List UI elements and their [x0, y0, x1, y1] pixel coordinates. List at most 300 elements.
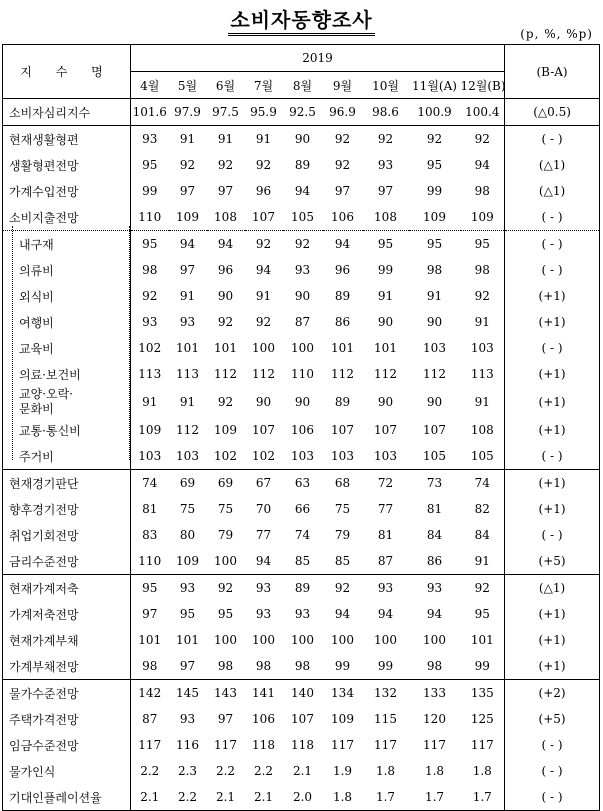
table-row [3, 178, 600, 204]
value-cell: 110 [291, 367, 314, 381]
row-label: 물가수준전망 [3, 680, 131, 707]
row-label-line: 교양·오락· [19, 387, 73, 401]
table-row [3, 335, 600, 361]
value-cell: 96 [217, 263, 234, 277]
value-cell: 92 [217, 395, 234, 409]
value-cell: 90 [377, 315, 394, 329]
value-cell: 109 [470, 210, 494, 224]
value-cell: 90 [294, 395, 311, 409]
value-cell: 117 [374, 738, 397, 752]
change-cell: ( - ) [505, 335, 600, 361]
value-cell: 103 [331, 449, 354, 463]
value-cell: 140 [283, 680, 323, 707]
value-cell: 91 [245, 126, 283, 153]
value-cell: 89 [334, 289, 351, 303]
value-cell: 75 [217, 502, 234, 516]
value-cell: 105 [423, 449, 446, 463]
change-cell: (+1) [505, 283, 600, 309]
value-cell: 93 [294, 607, 311, 621]
change-cell: (+2) [505, 680, 600, 707]
value-cell: 81 [131, 496, 169, 522]
value-cell: 117 [131, 732, 169, 758]
value-cell: 92 [474, 289, 490, 303]
value-cell: 99 [377, 263, 394, 277]
value-cell: 102 [214, 449, 237, 463]
month-header: 7월 [253, 78, 274, 93]
value-cell: 103 [176, 449, 199, 463]
value-cell: 85 [334, 554, 351, 568]
value-cell: 107 [252, 423, 275, 437]
value-cell: 69 [207, 470, 245, 497]
value-cell: 74 [461, 470, 505, 497]
value-cell: 75 [179, 502, 196, 516]
row-label-line: 문화비 [19, 402, 54, 416]
value-cell: 94 [255, 263, 272, 277]
value-cell: 2.2 [215, 764, 236, 778]
value-cell: 93 [377, 158, 394, 172]
value-cell: 95 [131, 575, 169, 602]
value-cell: 101.6 [131, 99, 169, 126]
value-cell: 2.1 [292, 764, 313, 778]
value-cell: 134 [323, 680, 363, 707]
value-cell: 107 [374, 423, 397, 437]
change-cell: (△1) [505, 575, 600, 602]
table-row [3, 231, 600, 258]
change-cell: ( - ) [505, 443, 600, 470]
table-row [3, 653, 600, 680]
table-row [3, 680, 600, 707]
value-cell: 100 [374, 633, 397, 647]
row-label: 가계저축전망 [3, 601, 131, 627]
value-cell: 108 [214, 210, 237, 224]
value-cell: 90 [426, 395, 443, 409]
value-cell: 107 [291, 712, 314, 726]
value-cell: 109 [176, 210, 199, 224]
row-label: 취업기회전망 [3, 522, 131, 548]
value-cell: 70 [255, 502, 272, 516]
month-header: 11월(A) [412, 78, 457, 93]
table-row [3, 309, 600, 335]
change-cell: (+1) [505, 361, 600, 387]
value-cell: 100 [252, 341, 275, 355]
value-cell: 100 [291, 633, 314, 647]
value-cell: 92 [409, 126, 461, 153]
change-cell: (+1) [505, 627, 600, 653]
value-cell: 105 [291, 210, 314, 224]
value-cell: 74 [131, 470, 169, 497]
month-header: 8월 [292, 78, 313, 93]
change-cell: (+1) [505, 470, 600, 497]
value-cell: 1.9 [332, 764, 353, 778]
value-cell: 109 [423, 210, 446, 224]
row-label: 생활형편전망 [3, 152, 131, 178]
change-cell: (+1) [505, 387, 600, 417]
value-cell: 133 [409, 680, 461, 707]
value-cell: 95 [461, 231, 505, 258]
value-cell: 94 [426, 607, 443, 621]
value-cell: 100.9 [409, 99, 461, 126]
value-cell: 93 [245, 575, 283, 602]
value-cell: 92.5 [283, 99, 323, 126]
value-cell: 93 [179, 315, 196, 329]
row-label: 현재경기판단 [3, 470, 131, 497]
table-row [3, 784, 600, 811]
value-cell: 101 [214, 341, 237, 355]
table-row [3, 470, 600, 497]
value-cell: 117 [423, 738, 446, 752]
value-cell: 95 [131, 152, 169, 178]
row-label: 여행비 [3, 309, 131, 335]
value-cell: 79 [334, 528, 351, 542]
row-label: 현재생활형편 [3, 126, 131, 153]
value-cell: 90 [377, 395, 394, 409]
row-label: 의료·보건비 [3, 361, 131, 387]
value-cell: 92 [255, 315, 272, 329]
value-cell: 98 [426, 263, 443, 277]
value-cell: 103 [423, 341, 446, 355]
value-cell: 101 [374, 341, 397, 355]
row-label: 교통·통신비 [3, 417, 131, 443]
change-cell: (+1) [505, 496, 600, 522]
value-cell: 1.7 [363, 784, 409, 811]
value-cell: 95 [474, 607, 490, 621]
value-cell: 81 [377, 528, 394, 542]
year-header: 2019 [131, 45, 505, 72]
value-cell: 109 [331, 712, 354, 726]
value-cell: 92 [334, 158, 351, 172]
value-cell: 95 [426, 158, 443, 172]
table-row [3, 601, 600, 627]
change-cell: ( - ) [505, 522, 600, 548]
value-cell: 92 [217, 158, 234, 172]
value-cell: 77 [377, 502, 394, 516]
value-cell: 95 [179, 607, 196, 621]
value-cell: 69 [169, 470, 207, 497]
table-row [3, 627, 600, 653]
value-cell: 97 [334, 184, 351, 198]
value-cell: 112 [214, 367, 237, 381]
row-label: 현재가계부채 [3, 627, 131, 653]
value-cell: 92 [217, 315, 234, 329]
value-cell: 83 [131, 522, 169, 548]
value-cell: 94 [474, 158, 490, 172]
change-cell: (+1) [505, 601, 600, 627]
value-cell: 79 [217, 528, 234, 542]
value-cell: 99 [377, 659, 394, 673]
row-label: 소비자심리지수 [3, 99, 131, 126]
value-cell: 98.6 [363, 99, 409, 126]
value-cell: 90 [283, 126, 323, 153]
value-cell: 1.8 [472, 764, 492, 778]
change-cell: (+1) [505, 653, 600, 680]
table-row [3, 99, 600, 126]
value-cell: 98 [426, 659, 443, 673]
value-cell: 91 [426, 289, 443, 303]
value-cell: 66 [294, 502, 311, 516]
value-cell: 110 [131, 204, 169, 231]
value-cell: 89 [334, 395, 351, 409]
value-cell: 90 [294, 289, 311, 303]
table-row [3, 387, 600, 417]
row-label: 가계부채전망 [3, 653, 131, 680]
value-cell: 92 [131, 283, 169, 309]
value-cell: 98 [217, 659, 234, 673]
table-row [3, 706, 600, 732]
value-cell: 91 [474, 554, 490, 568]
row-label: 주택가격전망 [3, 706, 131, 732]
value-cell: 109 [214, 423, 237, 437]
value-cell: 97.9 [169, 99, 207, 126]
value-cell: 92 [283, 231, 323, 258]
value-cell: 135 [461, 680, 505, 707]
value-cell: 91 [255, 289, 272, 303]
value-cell: 84 [474, 528, 490, 542]
value-cell: 2.1 [131, 784, 169, 811]
value-cell: 100 [214, 554, 237, 568]
table-row [3, 496, 600, 522]
month-header: 12월(B) [460, 78, 506, 93]
value-cell: 125 [470, 712, 494, 726]
value-cell: 89 [283, 575, 323, 602]
table-row [3, 443, 600, 470]
value-cell: 91 [474, 395, 490, 409]
value-cell: 89 [294, 158, 311, 172]
row-label: 의류비 [3, 257, 131, 283]
value-cell: 94 [334, 607, 351, 621]
month-header: 9월 [332, 78, 353, 93]
value-cell: 95 [217, 607, 234, 621]
value-cell: 86 [426, 554, 443, 568]
change-cell: ( - ) [505, 758, 600, 784]
value-cell: 74 [294, 528, 311, 542]
value-cell: 84 [426, 528, 443, 542]
value-cell: 118 [252, 738, 275, 752]
value-cell: 98 [131, 653, 169, 680]
value-cell: 93 [169, 575, 207, 602]
row-label: 외식비 [3, 283, 131, 309]
change-cell: ( - ) [505, 231, 600, 258]
value-cell: 93 [131, 126, 169, 153]
change-cell: (+5) [505, 706, 600, 732]
row-label: 기대인플레이션율 [3, 784, 131, 811]
value-cell: 93 [409, 575, 461, 602]
value-cell: 112 [176, 423, 199, 437]
value-cell: 103 [374, 449, 397, 463]
value-cell: 95 [131, 231, 169, 258]
value-cell: 63 [283, 470, 323, 497]
value-cell: 77 [255, 528, 272, 542]
value-cell: 99 [131, 178, 169, 204]
value-cell: 1.7 [461, 784, 505, 811]
table-row [3, 257, 600, 283]
value-cell: 96 [255, 184, 272, 198]
value-cell: 82 [474, 502, 490, 516]
value-cell: 110 [131, 548, 169, 575]
value-cell: 91 [179, 289, 196, 303]
value-cell: 107 [331, 423, 354, 437]
value-cell: 97 [377, 184, 394, 198]
value-cell: 2.2 [131, 758, 169, 784]
value-cell: 101 [470, 633, 494, 647]
value-cell: 100 [291, 341, 314, 355]
value-cell: 68 [323, 470, 363, 497]
value-cell: 101 [176, 633, 199, 647]
value-cell: 86 [334, 315, 351, 329]
value-cell: 117 [470, 738, 494, 752]
value-cell: 94 [323, 231, 363, 258]
row-label: 물가인식 [3, 758, 131, 784]
value-cell: 99 [426, 184, 443, 198]
table-row [3, 575, 600, 602]
value-cell: 75 [334, 502, 351, 516]
value-cell: 142 [131, 680, 169, 707]
table-row [3, 548, 600, 575]
value-cell: 92 [363, 126, 409, 153]
value-cell: 105 [470, 449, 494, 463]
value-cell: 90 [255, 395, 272, 409]
value-cell: 103 [131, 443, 169, 470]
table-row [3, 522, 600, 548]
value-cell: 99 [334, 659, 351, 673]
row-label: 주거비 [3, 443, 131, 470]
value-cell: 95.9 [245, 99, 283, 126]
value-cell: 1.8 [375, 764, 396, 778]
value-cell: 2.1 [245, 784, 283, 811]
value-cell: 98 [474, 263, 490, 277]
month-header: 6월 [215, 78, 236, 93]
value-cell: 112 [331, 367, 354, 381]
value-cell: 97 [179, 659, 196, 673]
page-title: 소비자동향조사 [0, 4, 603, 33]
value-cell: 102 [252, 449, 275, 463]
change-cell: ( - ) [505, 732, 600, 758]
table-row [3, 732, 600, 758]
value-cell: 103 [470, 341, 494, 355]
value-cell: 93 [294, 263, 311, 277]
value-cell: 94 [377, 607, 394, 621]
value-cell: 73 [409, 470, 461, 497]
value-cell: 1.8 [323, 784, 363, 811]
value-cell: 93 [363, 575, 409, 602]
value-cell: 94 [294, 184, 311, 198]
table-row [3, 758, 600, 784]
value-cell: 97.5 [207, 99, 245, 126]
value-cell: 94 [207, 231, 245, 258]
row-label [3, 387, 131, 417]
row-label: 향후경기전망 [3, 496, 131, 522]
value-cell: 100 [214, 633, 237, 647]
value-cell: 2.3 [177, 764, 198, 778]
value-cell: 90 [217, 289, 234, 303]
value-cell: 99 [474, 659, 490, 673]
value-cell: 1.8 [424, 764, 445, 778]
value-cell: 92 [207, 575, 245, 602]
value-cell: 91 [169, 126, 207, 153]
value-cell: 107 [423, 423, 446, 437]
value-cell: 94 [255, 554, 272, 568]
table-row [3, 204, 600, 231]
value-cell: 101 [176, 341, 199, 355]
value-cell: 93 [131, 309, 169, 335]
value-cell: 102 [131, 335, 169, 361]
value-cell: 100.4 [461, 99, 505, 126]
month-header: 4월 [140, 78, 160, 93]
value-cell: 85 [294, 554, 311, 568]
value-cell: 109 [176, 554, 199, 568]
value-cell: 113 [470, 367, 494, 381]
value-cell: 95 [363, 231, 409, 258]
value-cell: 87 [131, 706, 169, 732]
value-cell: 91 [474, 315, 490, 329]
value-cell: 97 [217, 184, 234, 198]
change-cell: ( - ) [505, 126, 600, 153]
row-label: 내구재 [3, 231, 131, 258]
value-cell: 87 [294, 315, 311, 329]
value-cell: 96.9 [323, 99, 363, 126]
value-cell: 91 [131, 387, 169, 417]
row-label: 가계수입전망 [3, 178, 131, 204]
value-cell: 94 [169, 231, 207, 258]
value-cell: 95 [409, 231, 461, 258]
value-cell: 118 [291, 738, 314, 752]
value-cell: 100 [423, 633, 446, 647]
change-cell: (+5) [505, 548, 600, 575]
change-header: (B-A) [505, 45, 600, 99]
table-row [3, 152, 600, 178]
value-cell: 97 [131, 601, 169, 627]
value-cell: 115 [374, 712, 397, 726]
value-cell: 106 [252, 712, 275, 726]
value-cell: 141 [245, 680, 283, 707]
value-cell: 143 [207, 680, 245, 707]
value-cell: 101 [131, 627, 169, 653]
change-cell: ( - ) [505, 257, 600, 283]
value-cell: 98 [294, 659, 311, 673]
value-cell: 81 [426, 502, 443, 516]
value-cell: 100 [252, 633, 275, 647]
month-header: 5월 [177, 78, 198, 93]
change-cell: ( - ) [505, 204, 600, 231]
row-label: 소비지출전망 [3, 204, 131, 231]
value-cell: 2.0 [283, 784, 323, 811]
value-cell: 2.2 [253, 764, 274, 778]
value-cell: 92 [323, 575, 363, 602]
value-cell: 113 [131, 361, 169, 387]
value-cell: 98 [131, 257, 169, 283]
table-row [3, 126, 600, 153]
value-cell: 97 [179, 263, 196, 277]
value-cell: 93 [255, 607, 272, 621]
index-name-header: 지 수 명 [3, 45, 131, 99]
value-cell: 92 [245, 231, 283, 258]
value-cell: 112 [374, 367, 397, 381]
month-header: 10월 [372, 78, 399, 93]
change-cell: (+1) [505, 309, 600, 335]
row-label: 현재가계저축 [3, 575, 131, 602]
table-row [3, 283, 600, 309]
value-cell: 132 [363, 680, 409, 707]
change-cell: (△1) [505, 178, 600, 204]
unit-label: (p, %, %p) [520, 27, 593, 41]
value-cell: 80 [179, 528, 196, 542]
value-cell: 106 [291, 423, 314, 437]
value-cell: 91 [207, 126, 245, 153]
value-cell: 113 [176, 367, 199, 381]
value-cell: 1.7 [409, 784, 461, 811]
value-cell: 98 [474, 184, 490, 198]
table-row [3, 417, 600, 443]
change-cell: (△1) [505, 152, 600, 178]
